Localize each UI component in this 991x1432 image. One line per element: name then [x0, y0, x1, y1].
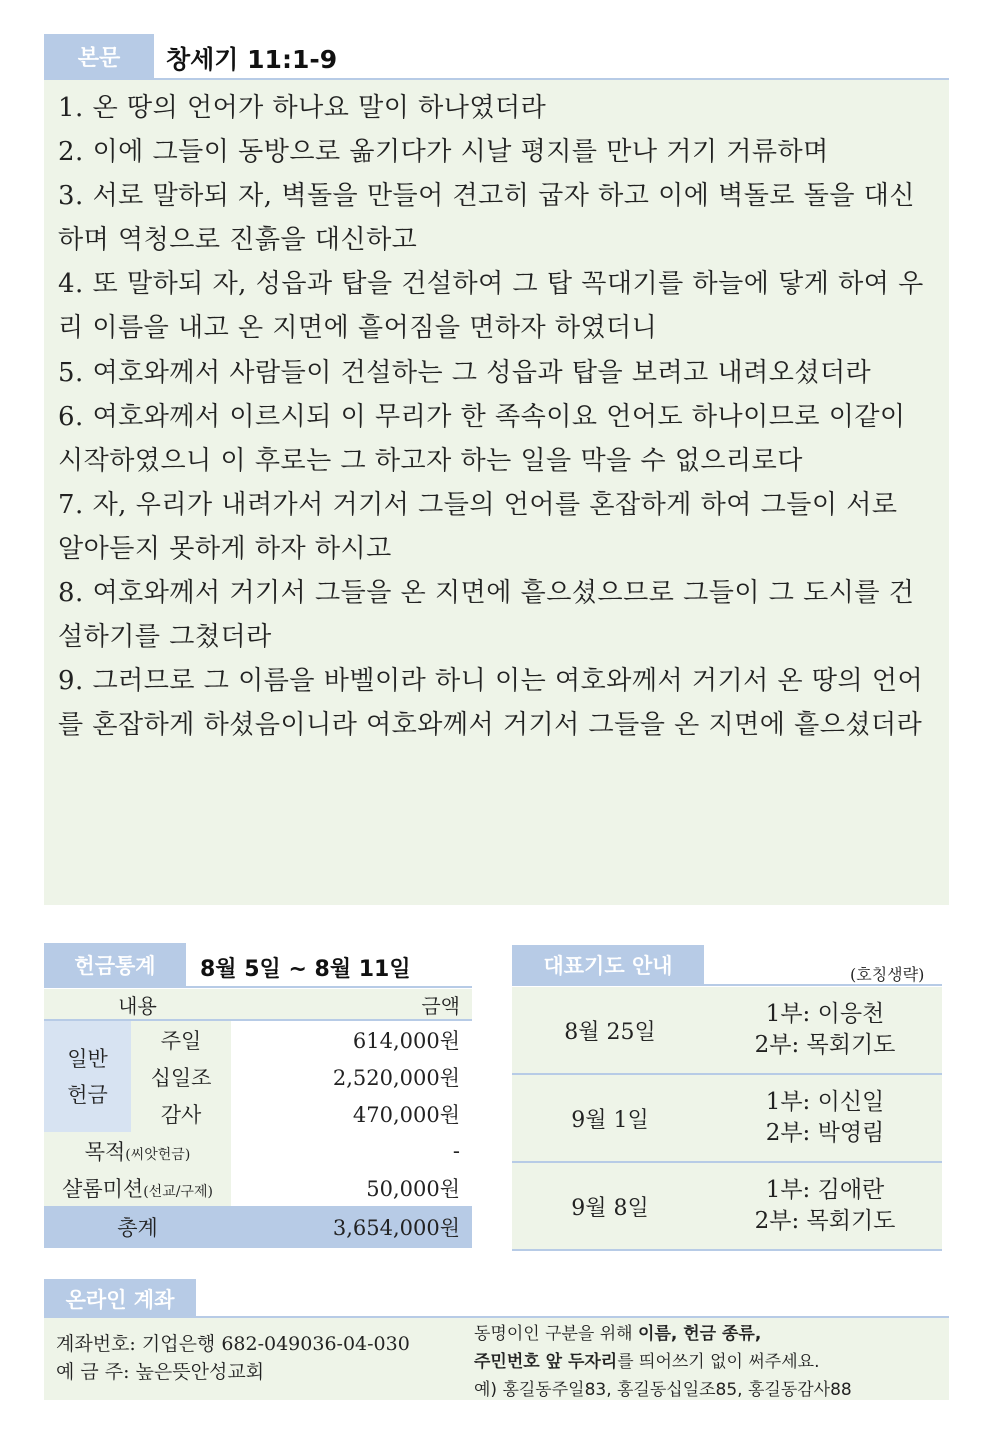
- account-number: 계좌번호: 기업은행 682-049036-04-030: [56, 1333, 410, 1355]
- offering-header-row: [44, 989, 472, 1020]
- purpose-offering-label: [44, 1132, 231, 1169]
- prayer-date: 8월 25일: [564, 1019, 656, 1045]
- purpose-amount: -: [452, 1138, 460, 1163]
- prayer-tag: 대표기도 안내: [512, 945, 704, 985]
- note-post: 를 띄어쓰기 없이 써주세요.: [617, 1352, 820, 1372]
- prayer-first-service: 1부: 김애란: [765, 1177, 885, 1203]
- note-line-2: [474, 1348, 852, 1376]
- general-offering-label: [44, 1020, 131, 1132]
- prayer-second-service: 2부: 박영림: [765, 1120, 885, 1146]
- account-note: [474, 1320, 852, 1404]
- offering-rule: [44, 986, 472, 988]
- note-bold-2: 주민번호 앞 두자리: [474, 1352, 618, 1372]
- row-amount: 470,000원: [352, 1102, 460, 1127]
- col-amount-header: 금액: [231, 989, 472, 1020]
- verse-list: [58, 86, 929, 747]
- mission-note: (선교/구제): [143, 1183, 213, 1200]
- row-label: 십일조: [131, 1058, 231, 1095]
- prayer-second-service: 2부: 목회기도: [754, 1208, 896, 1234]
- table-row: [44, 1169, 472, 1206]
- prayer-note: (호칭생략): [850, 965, 925, 984]
- mission-offering-label: [44, 1169, 231, 1206]
- purpose-note: (씨앗헌금): [125, 1146, 191, 1163]
- scripture-tag: 본문: [44, 34, 154, 79]
- total-label: 총계: [44, 1206, 231, 1248]
- prayer-names: [708, 999, 942, 1061]
- prayer-date: 9월 1일: [571, 1107, 649, 1133]
- account-info: [56, 1330, 410, 1386]
- row-amount: 2,520,000원: [332, 1065, 460, 1090]
- verse-3: 3. 서로 말하되 자, 벽돌을 만들어 견고히 굽자 하고 이에 벽돌로 돌을 대신하며 역청으로 진흙을 대신하고: [58, 181, 915, 256]
- offering-table: [44, 989, 472, 1248]
- prayer-table: [512, 987, 942, 1251]
- mission-amount: 50,000원: [366, 1176, 460, 1201]
- col-content-header: 내용: [44, 989, 231, 1020]
- mission-label: 샬롬미션: [62, 1176, 144, 1201]
- total-amount: 3,654,000원: [231, 1206, 472, 1248]
- verse-8: 8. 여호와께서 거기서 그들을 온 지면에 흩으셨으므로 그들이 그 도시를 건설하기를 그쳤더라: [58, 578, 915, 653]
- table-row: [44, 1132, 472, 1169]
- verse-1: 1. 온 땅의 언어가 하나요 말이 하나였더라: [58, 93, 547, 123]
- prayer-names: [708, 1175, 942, 1237]
- note-pre: 동명이인 구분을 위해: [474, 1324, 639, 1344]
- row-amount: 614,000원: [352, 1028, 460, 1053]
- prayer-row: [512, 987, 942, 1075]
- note-example: 예) 홍길동주일83, 홍길동십일조85, 홍길동감사88: [474, 1380, 852, 1400]
- row-label: 감사: [131, 1095, 231, 1132]
- offering-tag: 헌금통계: [44, 943, 186, 987]
- purpose-label: 목적: [84, 1139, 126, 1164]
- account-holder: 예 금 주: 높은뜻안성교회: [56, 1361, 265, 1383]
- general-label-line2: 헌금: [67, 1082, 108, 1107]
- total-row: [44, 1206, 472, 1248]
- verse-7: 7. 자, 우리가 내려가서 거기서 그들의 언어를 혼잡하게 하여 그들이 서로 알아듣지 못하게 하자 하시고: [58, 489, 898, 564]
- account-tag: 온라인 계좌: [44, 1279, 196, 1318]
- verse-2: 2. 이에 그들이 동방으로 옮기다가 시날 평지를 만나 거기 거류하며: [58, 137, 829, 168]
- note-line-1: [474, 1320, 852, 1348]
- general-label-line1: 일반: [67, 1046, 108, 1071]
- verse-6: 6. 여호와께서 이르시되 이 무리가 한 족속이요 언어도 하나이므로 이같이 시작하였으니 이 후로는 그 하고자 하는 일을 막을 수 없으리로다: [58, 401, 906, 476]
- scripture-reference: 창세기 11:1-9: [166, 45, 338, 74]
- prayer-rule: [512, 984, 942, 986]
- prayer-date: 9월 8일: [571, 1195, 649, 1221]
- account-box: [44, 1318, 949, 1400]
- offering-period: 8월 5일 ~ 8월 11일: [200, 957, 411, 982]
- verse-4: 4. 또 말하되 자, 성읍과 탑을 건설하여 그 탑 꼭대기를 하늘에 닿게 하여 우리 이름을 내고 온 지면에 흩어짐을 면하자 하였더니: [58, 269, 924, 344]
- note-bold-1: 이름, 헌금 종류,: [638, 1324, 762, 1344]
- prayer-second-service: 2부: 목회기도: [754, 1032, 896, 1058]
- verse-5: 5. 여호와께서 사람들이 건설하는 그 성읍과 탑을 보려고 내려오셨더라: [58, 357, 872, 388]
- table-row: [44, 1020, 472, 1058]
- prayer-first-service: 1부: 이응천: [765, 1001, 885, 1027]
- prayer-first-service: 1부: 이신일: [765, 1089, 885, 1115]
- scripture-box: [44, 80, 949, 905]
- prayer-names: [708, 1087, 942, 1149]
- prayer-row: [512, 1075, 942, 1163]
- verse-9: 9. 그러므로 그 이름을 바벨이라 하니 이는 여호와께서 거기서 온 땅의 언어를 혼잡하게 하셨음이니라 여호와께서 거기서 그들을 온 지면에 흩으셨더라: [58, 666, 924, 741]
- row-label: 주일: [131, 1020, 231, 1058]
- prayer-row: [512, 1163, 942, 1251]
